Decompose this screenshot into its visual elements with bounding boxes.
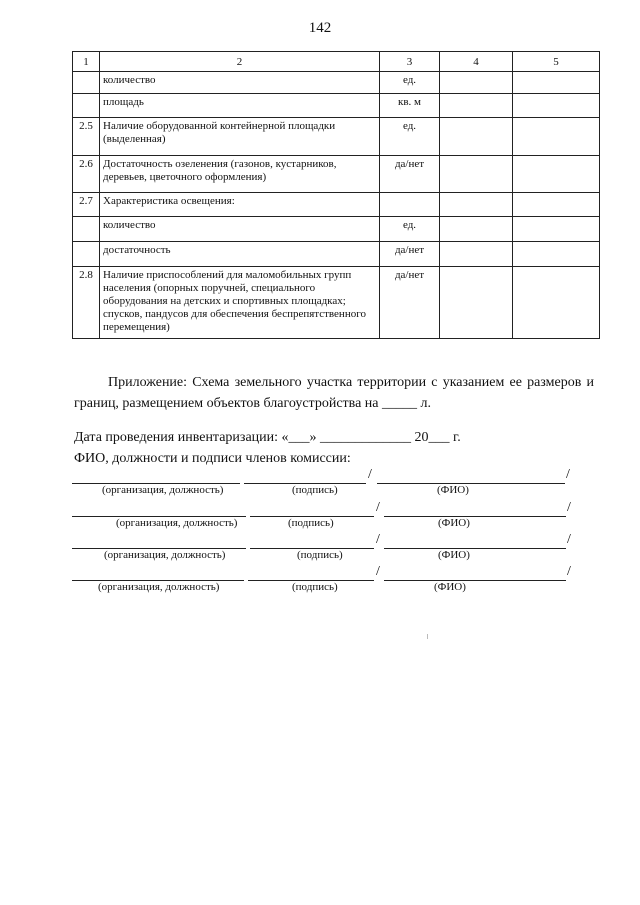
row-value-cell [513, 156, 600, 193]
table-row [73, 217, 600, 242]
row-value-cell [440, 242, 513, 267]
column-header: 2 [100, 52, 380, 72]
org-line [72, 535, 246, 549]
slash: / [567, 532, 571, 547]
row-value-cell [440, 72, 513, 94]
signature-line [248, 567, 374, 581]
column-header: 3 [380, 52, 440, 72]
slash: / [368, 467, 372, 482]
row-number [73, 217, 100, 242]
row-value-cell [513, 267, 600, 339]
org-caption: (организация, должность) [104, 549, 226, 561]
fio-caption: (ФИО) [438, 517, 470, 529]
row-number [73, 94, 100, 118]
row-value-cell [513, 72, 600, 94]
row-description: Достаточность озеленения (газонов, кустарников, деревьев, цветочного оформления) [100, 156, 380, 193]
org-line [72, 470, 240, 484]
fio-line [384, 503, 566, 517]
row-value-cell [513, 193, 600, 217]
fio-line [377, 470, 565, 484]
slash: / [376, 500, 380, 515]
org-line [72, 567, 244, 581]
row-unit [380, 193, 440, 217]
row-number [73, 72, 100, 94]
signature-caption: (подпись) [292, 484, 338, 496]
inventory-date-line: Дата проведения инвентаризации: «___» _____________ 20___ г. [74, 430, 461, 445]
fio-caption: (ФИО) [438, 549, 470, 561]
fio-line [384, 567, 566, 581]
table-row [73, 267, 600, 339]
slash: / [376, 564, 380, 579]
row-description: Наличие оборудованной контейнерной площадки (выделенная) [100, 118, 380, 156]
row-value-cell [440, 217, 513, 242]
signature-row [72, 467, 572, 502]
row-number: 2.6 [73, 156, 100, 193]
table-header-row [73, 52, 600, 72]
row-value-cell [440, 118, 513, 156]
row-number [73, 242, 100, 267]
signature-line [250, 503, 374, 517]
fio-line [384, 535, 566, 549]
column-header: 4 [440, 52, 513, 72]
org-caption: (организация, должность) [116, 517, 238, 529]
row-value-cell [440, 267, 513, 339]
table-row [73, 242, 600, 267]
signature-line [244, 470, 366, 484]
row-description: достаточность [100, 242, 380, 267]
row-description: количество [100, 217, 380, 242]
table-row [73, 118, 600, 156]
signature-line [250, 535, 374, 549]
signature-row [72, 532, 572, 567]
slash: / [376, 532, 380, 547]
slash: / [567, 564, 571, 579]
signature-row [72, 564, 572, 599]
commission-title: ФИО, должности и подписи членов комиссии: [74, 451, 351, 466]
row-number: 2.5 [73, 118, 100, 156]
row-number: 2.7 [73, 193, 100, 217]
row-number: 2.8 [73, 267, 100, 339]
row-description: площадь [100, 94, 380, 118]
page-number: 142 [308, 20, 332, 36]
row-unit: да/нет [380, 242, 440, 267]
table-row [73, 94, 600, 118]
row-description: Характеристика освещения: [100, 193, 380, 217]
signature-caption: (подпись) [297, 549, 343, 561]
row-unit: да/нет [380, 267, 440, 339]
org-caption: (организация, должность) [98, 581, 220, 593]
row-value-cell [513, 94, 600, 118]
signature-caption: (подпись) [292, 581, 338, 593]
row-description: Наличие приспособлений для маломобильных групп населения (опорных поручней, специального оборудования на детских и спортивных площадках; спусков, пандусов для обеспечения беспрепятственного перемещения) [100, 267, 380, 339]
fio-caption: (ФИО) [437, 484, 469, 496]
signature-row [72, 500, 572, 535]
row-value-cell [513, 217, 600, 242]
column-header: 5 [513, 52, 600, 72]
row-unit: ед. [380, 72, 440, 94]
row-value-cell [513, 118, 600, 156]
signature-caption: (подпись) [288, 517, 334, 529]
slash: / [566, 467, 570, 482]
fio-caption: (ФИО) [434, 581, 466, 593]
slash: / [567, 500, 571, 515]
row-unit: кв. м [380, 94, 440, 118]
row-unit: ед. [380, 118, 440, 156]
table-row [73, 193, 600, 217]
row-value-cell [440, 94, 513, 118]
org-line [72, 503, 246, 517]
row-value-cell [440, 156, 513, 193]
row-unit: да/нет [380, 156, 440, 193]
column-header: 1 [73, 52, 100, 72]
table-row [73, 72, 600, 94]
table-row [73, 156, 600, 193]
scan-artifact [427, 634, 428, 639]
row-unit: ед. [380, 217, 440, 242]
row-value-cell [440, 193, 513, 217]
inventory-table [72, 51, 600, 339]
appendix-note: Приложение: Схема земельного участка территории с указанием ее размеров и границ, размещением объектов благоустройства на _____ л. [74, 375, 594, 411]
row-description: количество [100, 72, 380, 94]
org-caption: (организация, должность) [102, 484, 224, 496]
row-value-cell [513, 242, 600, 267]
